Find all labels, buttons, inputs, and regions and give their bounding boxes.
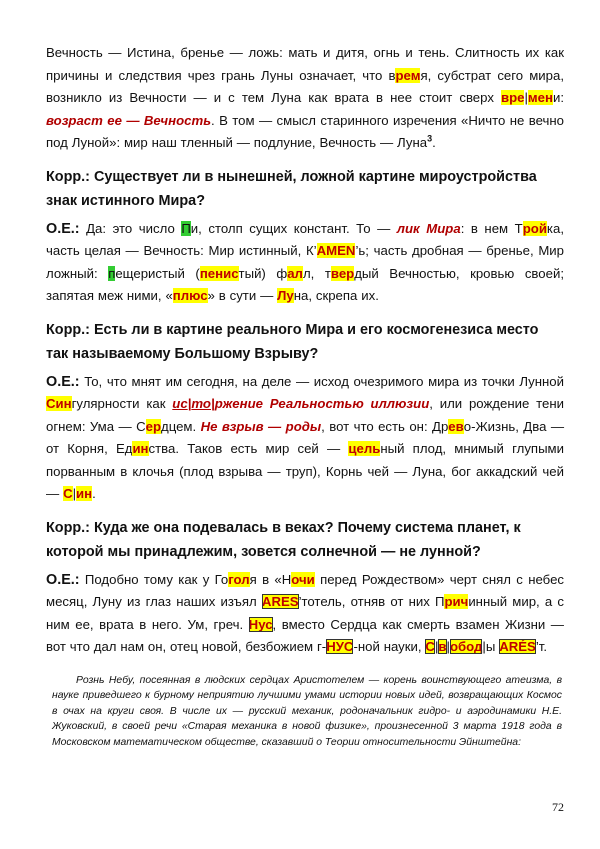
emphasis: Не взрыв — роды xyxy=(200,418,322,434)
highlight: пенис xyxy=(199,265,239,281)
emphasis: возраст ее — Вечность xyxy=(46,112,212,128)
text-run: Вечность — Истина, бренье — ложь: мать и дитя, огнь и тень. Слитность их как причины и следствия чрез грань Луны означает, что в xyxy=(46,45,564,83)
highlight-boxed: Нус xyxy=(248,616,273,632)
text-run: и, столп сущих констант. То — xyxy=(190,220,397,236)
text-run: я, субстрат сего мира, возникло из Вечности — и с тем Луна как врата в нее стоит сверх xyxy=(46,67,564,105)
answer-3: О.Е.: Подобно тому как у Гоголя в «Ночи перед Рождеством» черт снял с небес месяц, Луну из глаз наших изъял ARES’тотель, отняв от них Причинный мир, а с ним ее, врата в него. Ум, греч. Нус, вместо Сердца как смерть взамен Жизни — вот что дал нам он, отец новой, безбожием г-НУС-ной науки, С|в|обод|ы ARÉS’т. xyxy=(46,571,564,654)
emphasis: ис xyxy=(172,396,188,411)
text-run: ы xyxy=(485,639,500,654)
highlight-green: п xyxy=(108,265,116,281)
highlight: плюс xyxy=(172,288,208,303)
text-run: перед Рождеством» черт снял с небес месяц, Луну из глаз наших изъял xyxy=(46,571,564,609)
text-run: л, т xyxy=(302,265,331,281)
highlight: вре xyxy=(500,90,525,105)
highlight: Син xyxy=(46,396,72,411)
highlight: ер xyxy=(145,418,161,434)
text-run: , или рождение тени огнем: Ума — С xyxy=(46,396,564,434)
text-run: . xyxy=(92,486,96,501)
text-run: ещеристый ( xyxy=(115,265,200,281)
highlight-boxed: ARES xyxy=(261,594,299,609)
answer-2: О.Е.: То, что мнят им сегодня, на деле — исход очезримого мира из точки Лунной Сингулярности как ис|то|ржение Реальностью иллюзии, или рождение тени огнем: Ума — Сердцем. Не взрыв — роды, вот что есть он: Древо-Жизнь, Два — от Корня, Единства. Таков есть мир сей — цельный плод, мнимый глупыми порванным в клочья (плод взрыва — труп), Корнь чей — Луна, бог аккадский чей — С|ин. xyxy=(46,373,565,501)
emphasis: лик Мира xyxy=(396,220,461,236)
text-run: и: xyxy=(552,90,564,105)
question-2: Корр.: Есть ли в картине реального Мира и его космогенезиса место так называемому Большому Взрыву? xyxy=(46,321,539,362)
speaker-label: О.Е.: xyxy=(46,571,80,588)
text-run: дцем. xyxy=(161,418,201,434)
emphasis: ржение Реальностью иллюзии xyxy=(214,396,430,411)
highlight: рем xyxy=(395,67,421,83)
highlight: Лу xyxy=(277,288,294,303)
text-run: инный мир, а с ним ее, врата в него. Ум, греч. xyxy=(46,594,564,632)
text-run: -ной науки, xyxy=(353,639,426,654)
footnote: Рознь Небу, посеянная в людских сердцах Аристотелем — корень воинствующего атеизма, в науке приведшего к бурному неприятию лучшими умами истории новых идей, возвращающих Космос в очах на круги своя. В числе их — русский механик, родоначальник гидро- и аэродинамики Н.Е. Жуковский, в своей речи «Старая механика в новой физике», произнесенной 3 марта 1918 года в Московском математическом обществе, сказавший о Теории относительности Эйнштейна: xyxy=(52,674,562,748)
text-run: ный плод, мнимый глупыми порванным в клочья (плод взрыва — труп), Корнь чей — Луна, бог аккадский чей — xyxy=(46,441,564,501)
text-run: » в сути — xyxy=(207,288,278,303)
text-run: . В том — смысл старинного изречения «Ничто не вечно под Луной»: мир наш тленный — подлуние, Вечность — Луна xyxy=(46,112,564,150)
page-content xyxy=(46,42,564,750)
highlight-boxed: обод xyxy=(449,639,483,654)
question-3: Корр.: Куда же она подевалась в веках? Почему система планет, к которой мы принадлежим, зовется солнечной — не лунной? xyxy=(46,519,521,560)
highlight-boxed: ARÉS xyxy=(499,639,536,654)
highlight: ин xyxy=(132,441,149,456)
text-run: . xyxy=(432,135,436,150)
question-1: Корр.: Существует ли в нынешней, ложной картине мироустройства знак истинного Мира? xyxy=(46,168,537,209)
highlight: очи xyxy=(291,571,315,587)
speaker-label: О.Е.: xyxy=(46,373,80,390)
text-run: ка, часть целая — Вечность: Мир истинный, К’ xyxy=(46,220,564,258)
footnote-marker: 3 xyxy=(427,133,433,144)
text-run: на, скрепа их. xyxy=(293,288,379,303)
highlight-boxed: НУС xyxy=(326,639,354,654)
intro-paragraph: Вечность — Истина, бренье — ложь: мать и дитя, огнь и тень. Слитность их как причины и следствия чрез грань Луны означает, что время, субстрат сего мира, возникло из Вечности — и с тем Луна как врата в нее стоит сверх вре|мени: возраст ее — Вечность. В том — смысл старинного изречения «Ничто не вечно под Луной»: мир наш тленный — подлуние, Вечность — Луна$^3$. xyxy=(46,45,564,150)
text-run: ’тотель, отняв от них П xyxy=(298,594,445,609)
highlight: ев xyxy=(448,418,464,434)
text-run: дый Вечностью, кровью своей; запятая меж ними, « xyxy=(46,265,564,303)
highlight-boxed: в xyxy=(438,639,447,654)
text-run: ’ь; часть дробная — бренье, Мир ложный: xyxy=(46,243,565,281)
highlight: С xyxy=(63,486,73,501)
highlight: гол xyxy=(228,571,250,587)
answer-1 xyxy=(46,218,564,308)
text-run: Да: это число xyxy=(79,220,182,236)
speaker-label: О.Е.: xyxy=(46,220,80,237)
text-run: : в нем Т xyxy=(460,220,523,236)
text-run: , вместо Сердца как смерть взамен Жизни — вот что дал нам он, отец новой, безбожием г- xyxy=(46,616,564,654)
text-run: , вот что есть он: Др xyxy=(321,418,449,434)
highlight: мен xyxy=(527,90,553,105)
text-run: ’т. xyxy=(535,639,547,654)
text-run: ства. Таков есть мир сей — xyxy=(148,441,349,456)
highlight: ал xyxy=(287,265,303,281)
highlight: рой xyxy=(522,220,547,236)
text-run: тый) ф xyxy=(238,265,288,281)
text-run: о-Жизнь, Два — от Корня, Ед xyxy=(46,418,565,456)
text-run: То, что мнят им сегодня, на деле — исход очезримого мира из точки Лунной xyxy=(79,373,564,389)
text-run: гулярности как xyxy=(71,396,173,411)
highlight: AMEN xyxy=(316,243,356,258)
highlight-boxed: С xyxy=(425,639,435,654)
text-run: я в «Н xyxy=(249,571,292,587)
highlight: цель xyxy=(348,441,381,456)
highlight-green: П xyxy=(181,220,191,236)
highlight: вер xyxy=(330,265,355,281)
highlight: ин xyxy=(76,486,93,501)
highlight: рич xyxy=(444,594,469,609)
text-run: Подобно тому как у Го xyxy=(79,571,229,587)
page-number: 72 xyxy=(552,800,564,814)
emphasis: то xyxy=(191,396,211,411)
